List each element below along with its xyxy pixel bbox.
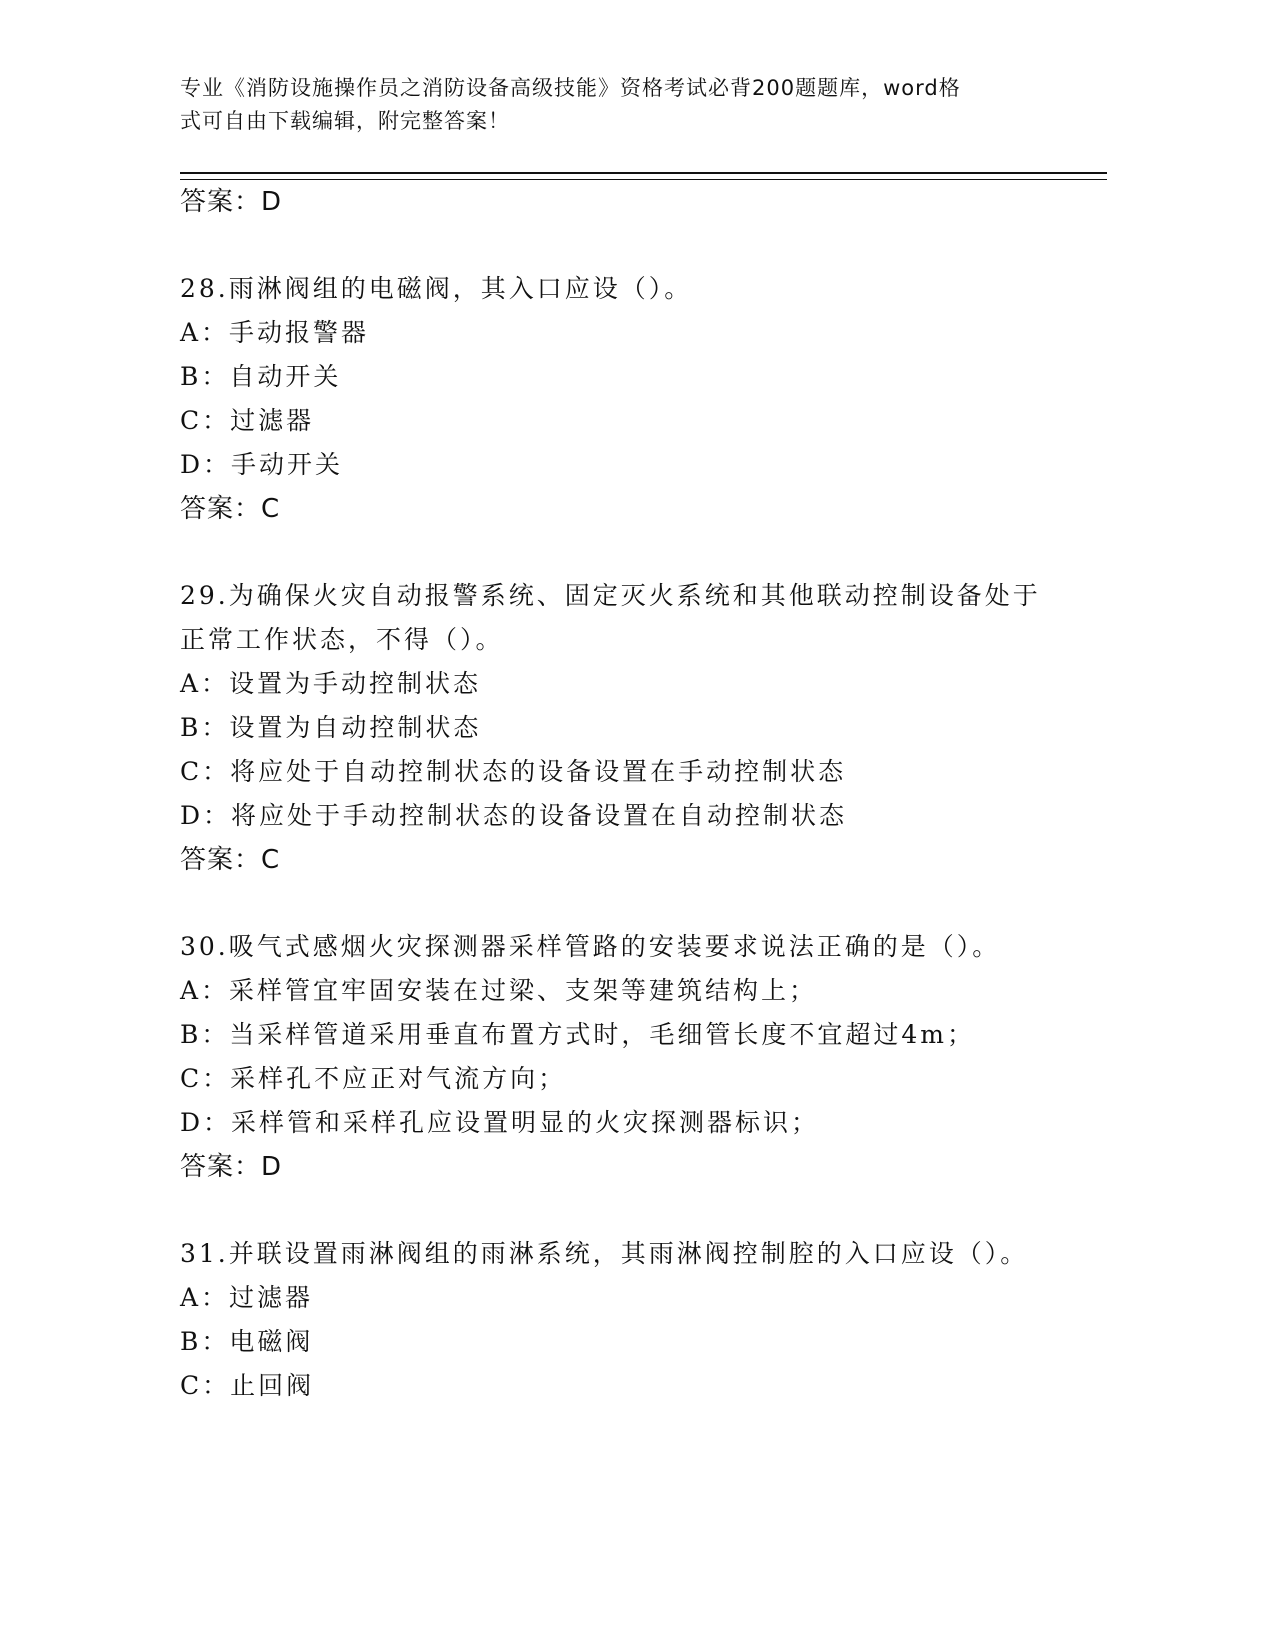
question-29 <box>180 574 1080 882</box>
option-c: C：将应处于自动控制状态的设备设置在手动控制状态 <box>180 757 847 786</box>
header-line-2: 式可自由下载编辑，附完整答案！ <box>180 109 510 133</box>
option-a: A：过滤器 <box>180 1283 314 1312</box>
option-d: D：将应处于手动控制状态的设备设置在自动控制状态 <box>180 801 848 830</box>
option-d: D：采样管和采样孔应设置明显的火灾探测器标识； <box>180 1108 820 1137</box>
header-line-1: 专业《消防设施操作员之消防设备高级技能》资格考试必背200题题库，word格 <box>180 76 961 100</box>
option-c: C：采样孔不应正对气流方向； <box>180 1064 567 1093</box>
option-b: B：当采样管道采用垂直布置方式时，毛细管长度不宜超过4m； <box>180 1020 975 1049</box>
previous-answer: 答案：D <box>180 187 283 217</box>
question-stem: 28.雨淋阀组的电磁阀，其入口应设（）。 <box>180 274 693 303</box>
question-30 <box>180 925 1080 1189</box>
question-stem-continued: 正常工作状态，不得（）。 <box>180 625 504 654</box>
option-a: A：采样管宜牢固安装在过梁、支架等建筑结构上； <box>180 976 818 1005</box>
option-b: B：电磁阀 <box>180 1327 314 1356</box>
question-list <box>180 180 1080 1408</box>
option-a: A：手动报警器 <box>180 318 370 347</box>
page-header <box>180 72 1040 138</box>
option-d: D：手动开关 <box>180 450 344 479</box>
answer: 答案：C <box>180 494 281 524</box>
answer: 答案：D <box>180 1152 283 1182</box>
option-c: C：止回阀 <box>180 1371 315 1400</box>
option-a: A：设置为手动控制状态 <box>180 669 482 698</box>
question-stem: 30.吸气式感烟火灾探测器采样管路的安装要求说法正确的是（）。 <box>180 932 1001 961</box>
header-divider <box>180 172 1107 180</box>
spacer <box>180 882 1080 925</box>
spacer <box>180 224 1080 267</box>
option-b: B：自动开关 <box>180 362 342 391</box>
option-c: C：过滤器 <box>180 406 315 435</box>
question-28 <box>180 267 1080 531</box>
answer: 答案：C <box>180 845 281 875</box>
option-b: B：设置为自动控制状态 <box>180 713 482 742</box>
question-31 <box>180 1232 1080 1408</box>
question-stem: 31.并联设置雨淋阀组的雨淋系统，其雨淋阀控制腔的入口应设（）。 <box>180 1239 1029 1268</box>
spacer <box>180 1189 1080 1232</box>
spacer <box>180 531 1080 574</box>
question-stem: 29.为确保火灾自动报警系统、固定灭火系统和其他联动控制设备处于 <box>180 581 1041 610</box>
